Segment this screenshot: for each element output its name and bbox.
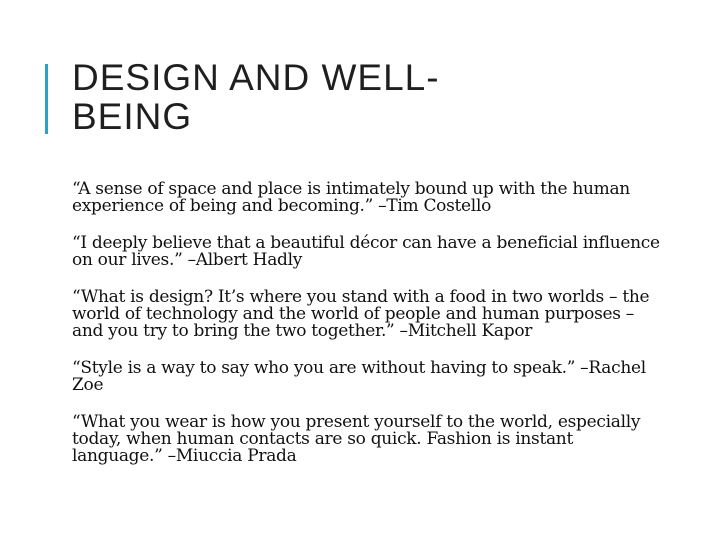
quote-item: “I deeply believe that a beautiful décor can have a beneficial influence on our lives.” –Albert Hadly <box>72 233 660 270</box>
quote-list <box>72 181 662 485</box>
title-accent-bar <box>45 64 48 134</box>
slide-title <box>72 58 672 136</box>
slide-title-line-1: DESIGN AND WELL- <box>72 57 440 98</box>
slide-title-line-2: BEING <box>72 96 193 137</box>
quote-item: “What is design? It’s where you stand with a food in two worlds – the world of technology and the world of people and human purposes – and you try to bring the two together.” –Mitchell Kapor <box>72 287 650 341</box>
quote-item: “What you wear is how you present yourself to the world, especially today, when human contacts are so quick. Fashion is instant language.” –Miuccia Prada <box>72 412 641 466</box>
quote-item: “Style is a way to say who you are without having to speak.” –Rachel Zoe <box>72 358 646 395</box>
quote-item: “A sense of space and place is intimately bound up with the human experience of being and becoming.” –Tim Costello <box>72 179 630 216</box>
